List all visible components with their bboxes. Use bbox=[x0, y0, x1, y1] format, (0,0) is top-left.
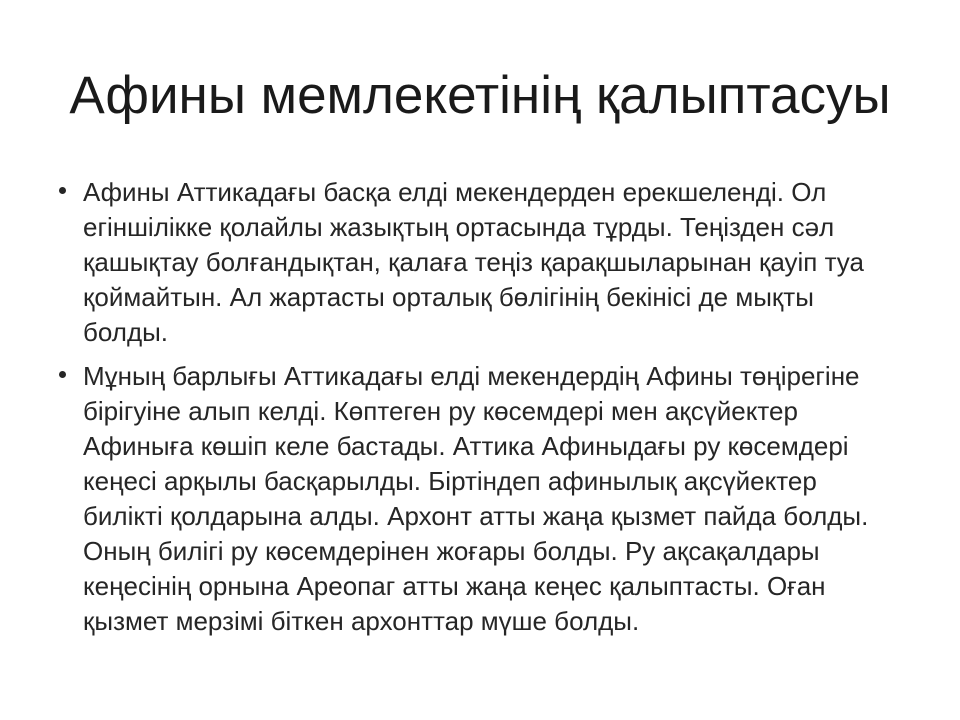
bullet-line: қоймайтын. Ал жартасты орталық бөлігінің бекінісі де мықты bbox=[83, 282, 814, 312]
bullet-line: Афины Аттикадағы басқа елді мекендерден ерекшеленді. Ол bbox=[83, 177, 827, 207]
bullet-icon bbox=[59, 371, 66, 378]
bullet-line: егіншілікке қолайлы жазықтың ортасында тұрды. Теңізден сәл bbox=[83, 212, 835, 242]
bullet-line: бірігуіне алып келді. Көптеген ру көсемдері мен ақсүйектер bbox=[83, 396, 798, 426]
bullet-line: кеңесі арқылы басқарылды. Біртіндеп афинылық ақсүйектер bbox=[83, 466, 817, 496]
bullet-line: Оның билігі ру көсемдерінен жоғары болды. Ру ақсақалдары bbox=[83, 536, 820, 566]
bullet-item bbox=[0, 175, 960, 350]
bullet-line: қашықтау болғандықтан, қалаға теңіз қарақшыларынан қауіп туа bbox=[83, 247, 864, 277]
bullet-line: Афиныға көшіп келе бастады. Аттика Афиныдағы ру көсемдері bbox=[83, 431, 849, 461]
bullet-line: билікті қолдарына алды. Архонт атты жаңа қызмет пайда болды. bbox=[83, 501, 869, 531]
bullet-list bbox=[0, 175, 960, 639]
bullet-line: кеңесінің орнына Ареопаг атты жаңа кеңес қалыптасты. Оған bbox=[83, 571, 826, 601]
bullet-line: қызмет мерзімі біткен архонттар мүше болды. bbox=[83, 606, 640, 636]
bullet-line: болды. bbox=[83, 317, 169, 347]
slide-title: Афины мемлекетінің қалыптасуы bbox=[69, 66, 891, 125]
bullet-item bbox=[0, 359, 960, 639]
bullet-icon bbox=[59, 187, 66, 194]
bullet-line: Мұның барлығы Аттикадағы елді мекендердің Афины төңірегіне bbox=[83, 361, 860, 391]
bullet-text bbox=[83, 359, 935, 639]
bullet-text bbox=[83, 175, 935, 350]
